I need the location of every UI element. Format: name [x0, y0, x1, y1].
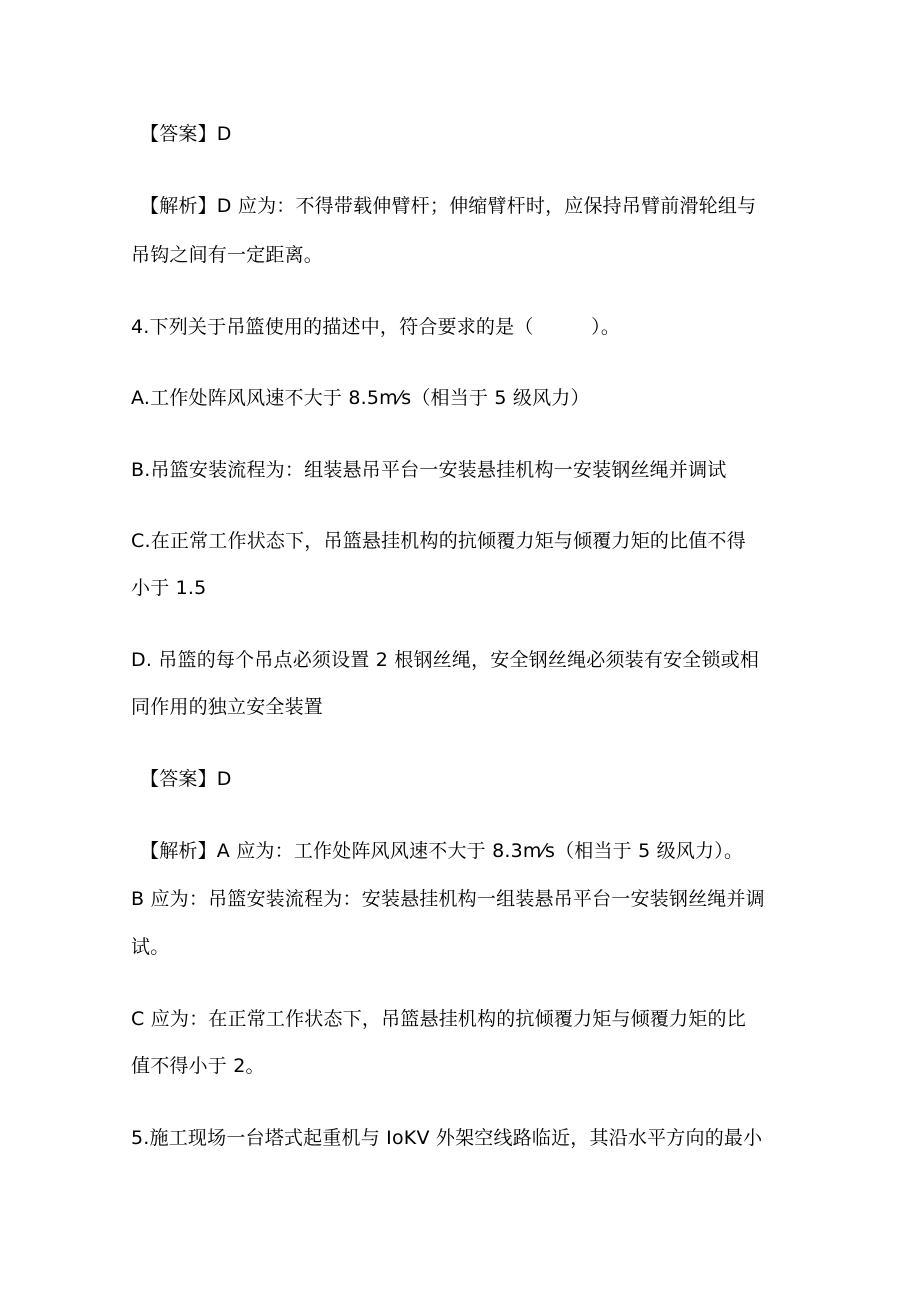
option-d-line-2: 同作用的独立安全装置 — [131, 696, 324, 718]
option-c-line-1: C.在正常工作状态下，吊篮悬挂机构的抗倾覆力矩与倾覆力矩的比值不得 — [131, 530, 746, 552]
option-c-line-2: 小于 1.5 — [131, 577, 207, 599]
answer-label-2: 【答案】D — [140, 768, 232, 790]
question-4-stem: 4.下列关于吊篮使用的描述中，符合要求的是（ ）。 — [131, 316, 621, 338]
question-5-stem: 5.施工现场一台塔式起重机与 IoKV 外架空线路临近，其沿水平方向的最小 — [131, 1127, 763, 1149]
explanation-a: 【解析】A 应为：工作处阵风风速不大于 8.3m⁄s（相当于 5 级风力）。 — [140, 840, 744, 862]
explanation-c-line-2: 值不得小于 2。 — [131, 1055, 265, 1077]
option-d-line-1: D. 吊篮的每个吊点必须设置 2 根钢丝绳，安全钢丝绳必须装有安全锁或相 — [131, 649, 760, 671]
option-b: B.吊篮安装流程为：组装悬吊平台一安装悬挂机构一安装钢丝绳并调试 — [131, 459, 727, 481]
option-a: A.工作处阵风风速不大于 8.5m⁄s（相当于 5 级风力） — [131, 387, 590, 409]
explanation-c-line-1: C 应为：在正常工作状态下，吊篮悬挂机构的抗倾覆力矩与倾覆力矩的比 — [131, 1008, 746, 1030]
explanation-line-2: 吊钩之间有一定距离。 — [131, 244, 324, 266]
explanation-b-line-1: B 应为：吊篮安装流程为：安装悬挂机构一组装悬吊平台一安装钢丝绳并调 — [131, 888, 765, 910]
explanation-line-1: 【解析】D 应为：不得带载伸臂杆；伸缩臂杆时，应保持吊臂前滑轮组与 — [140, 195, 757, 217]
answer-label-1: 【答案】D — [140, 123, 232, 145]
explanation-b-line-2: 试。 — [131, 936, 170, 958]
